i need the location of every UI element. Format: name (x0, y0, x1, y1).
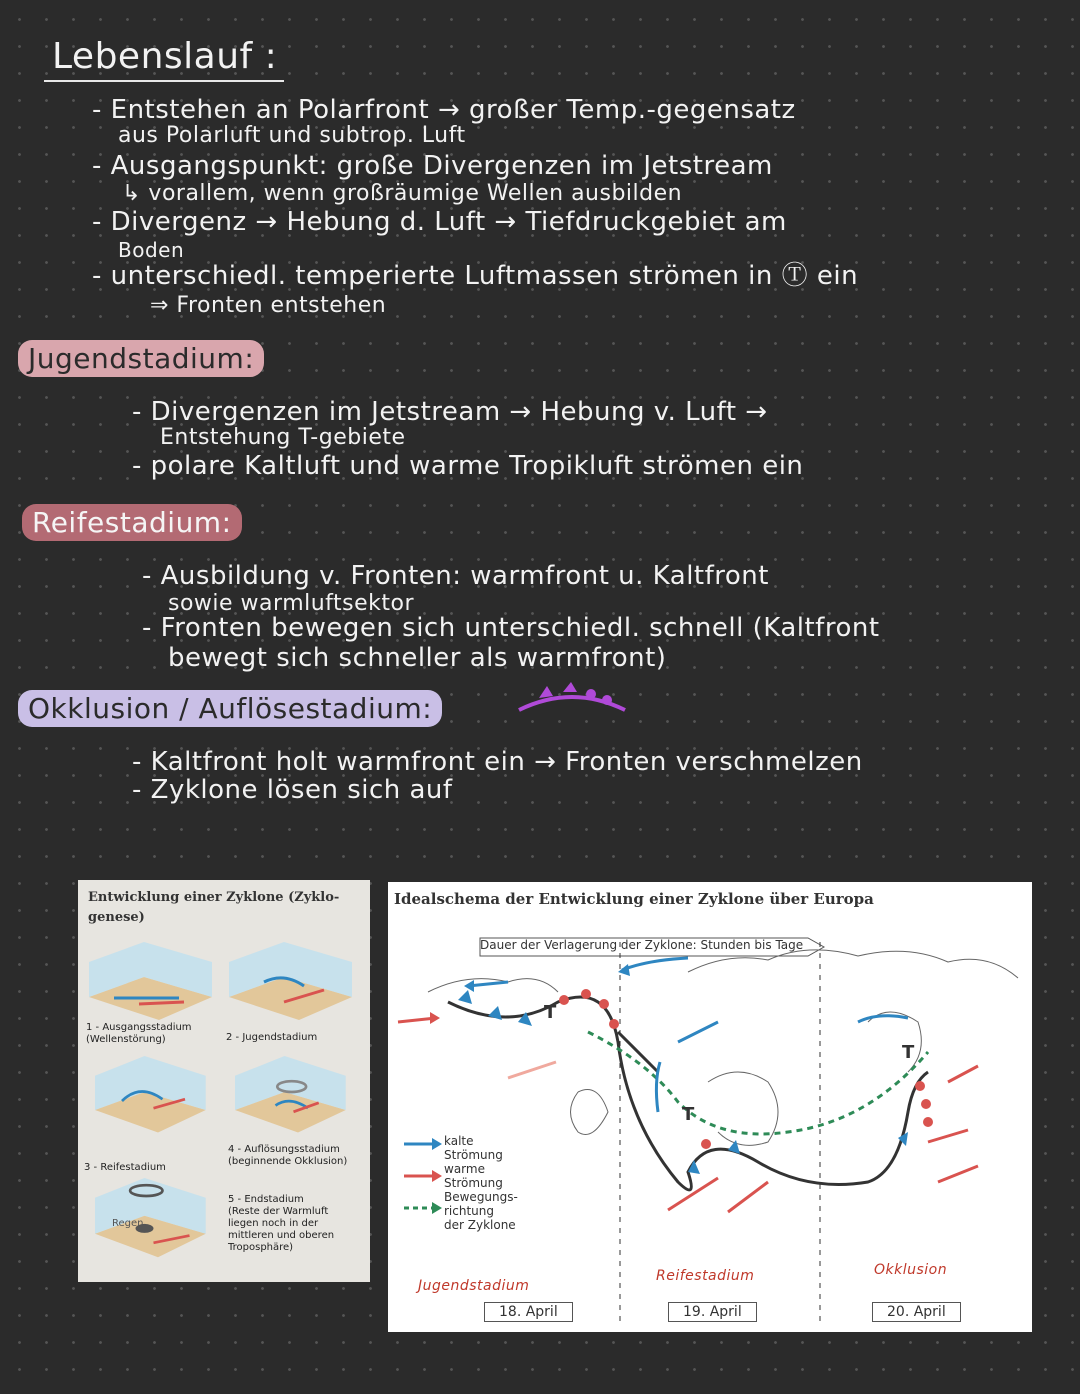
reife-line-1: - Ausbildung v. Fronten: warmfront u. Kaltfront (142, 561, 769, 591)
okklusion-heading: Okklusion / Auflösestadium: (18, 690, 442, 727)
map-legend (444, 1134, 518, 1232)
reife-line-4: bewegt sich schneller als warmfront) (168, 643, 667, 673)
stage-4-caption (228, 1144, 347, 1168)
stage-5-caption-d: mittleren und oberen (228, 1230, 335, 1241)
lebenslauf-line-3: - Ausgangspunkt: große Divergenzen im Jetstream (92, 151, 773, 181)
date-label-2: 19. April (668, 1302, 757, 1322)
jugend-line-1: - Divergenzen im Jetstream → Hebung v. Luft → (132, 397, 768, 427)
figure-idealschema (388, 882, 1032, 1332)
stage-label-okklusion: Okklusion (874, 1262, 948, 1278)
date-label-1: 18. April (484, 1302, 573, 1322)
figure1-title-line-1: Entwicklung einer Zyklone (Zyklo- (88, 890, 340, 905)
legend-bew-a: Bewegungs- (444, 1190, 518, 1204)
low-pressure-label-1: T (544, 1002, 557, 1023)
figure1-title-line-2: genese) (88, 910, 145, 925)
stage-5-caption (228, 1194, 334, 1254)
stage-4-caption-a: 4 - Auflösungsstadium (228, 1144, 340, 1155)
stage-5-caption-c: liegen noch in der (228, 1218, 319, 1229)
lebenslauf-line-6: Boden (118, 238, 185, 262)
stage-4-illustration (224, 1056, 354, 1146)
stage-2-caption: 2 - Jugendstadium (226, 1032, 318, 1043)
jugend-line-3: - polare Kaltluft und warme Tropikluft strömen ein (132, 451, 804, 481)
okklusion-line-1: - Kaltfront holt warmfront ein → Fronten verschmelzen (132, 747, 863, 777)
stage-3-caption: 3 - Reifestadium (84, 1162, 166, 1173)
duration-label: Dauer der Verlagerung der Zyklone: Stunden bis Tage (480, 938, 804, 952)
lebenslauf-line-5: - Divergenz → Hebung d. Luft → Tiefdruckgebiet am (92, 207, 787, 237)
jugend-heading: Jugendstadium: (18, 340, 264, 377)
stage-label-reife: Reifestadium (656, 1268, 755, 1284)
regen-label: Regen (112, 1218, 144, 1229)
low-pressure-label-3: T (902, 1042, 915, 1063)
stage-2-illustration (224, 942, 354, 1032)
date-label-3: 20. April (872, 1302, 961, 1322)
lebenslauf-line-7: - unterschiedl. temperierte Luftmassen strömen in Ⓣ ein (92, 261, 859, 291)
stage-5-caption-a: 5 - Endstadium (228, 1194, 304, 1205)
jugend-line-2: Entstehung T-gebiete (160, 425, 406, 450)
stage-3-illustration (84, 1056, 214, 1146)
lebenslauf-line-8: ⇒ Fronten entstehen (150, 293, 387, 318)
low-pressure-label-2: T (682, 1104, 695, 1125)
legend-kalt-b: Strömung (444, 1148, 503, 1162)
page-title: Lebenslauf : (52, 36, 278, 77)
stage-1-caption-b: (Wellenstörung) (86, 1034, 166, 1045)
okklusion-line-2: - Zyklone lösen sich auf (132, 775, 453, 805)
legend-kalt-a: kalte (444, 1134, 474, 1148)
legend-bew-b: richtung (444, 1204, 495, 1218)
reife-heading: Reifestadium: (22, 504, 242, 541)
stage-5-illustration (84, 1178, 214, 1268)
reife-line-2: sowie warmluftsektor (168, 591, 415, 616)
legend-warm-a: warme (444, 1162, 485, 1176)
figure1-title (88, 888, 339, 928)
lebenslauf-line-2: aus Polarluft und subtrop. Luft (118, 123, 466, 148)
reife-line-3: - Fronten bewegen sich unterschiedl. schnell (Kaltfront (142, 613, 880, 643)
stage-1-caption-a: 1 - Ausgangsstadium (86, 1022, 192, 1033)
stage-4-caption-b: (beginnende Okklusion) (228, 1156, 348, 1167)
occlusion-front-icon (515, 680, 630, 720)
stage-5-caption-b: (Reste der Warmluft (228, 1206, 329, 1217)
lebenslauf-line-4: ↳ vorallem, wenn großräumige Wellen ausbilden (122, 181, 683, 206)
legend-warm-b: Strömung (444, 1176, 503, 1190)
figure2-title: Idealschema der Entwicklung einer Zyklone über Europa (394, 890, 874, 908)
stage-1-illustration (84, 942, 214, 1032)
stage-5-caption-e: Troposphäre) (228, 1242, 294, 1253)
lebenslauf-line-1: - Entstehen an Polarfront → großer Temp.-gegensatz (92, 95, 796, 125)
stage-1-caption (86, 1022, 192, 1046)
legend-bew-c: der Zyklone (444, 1218, 516, 1232)
stage-label-jugend: Jugendstadium (418, 1278, 530, 1294)
figure-zyklogenese (78, 880, 370, 1282)
title-underline (44, 80, 284, 82)
